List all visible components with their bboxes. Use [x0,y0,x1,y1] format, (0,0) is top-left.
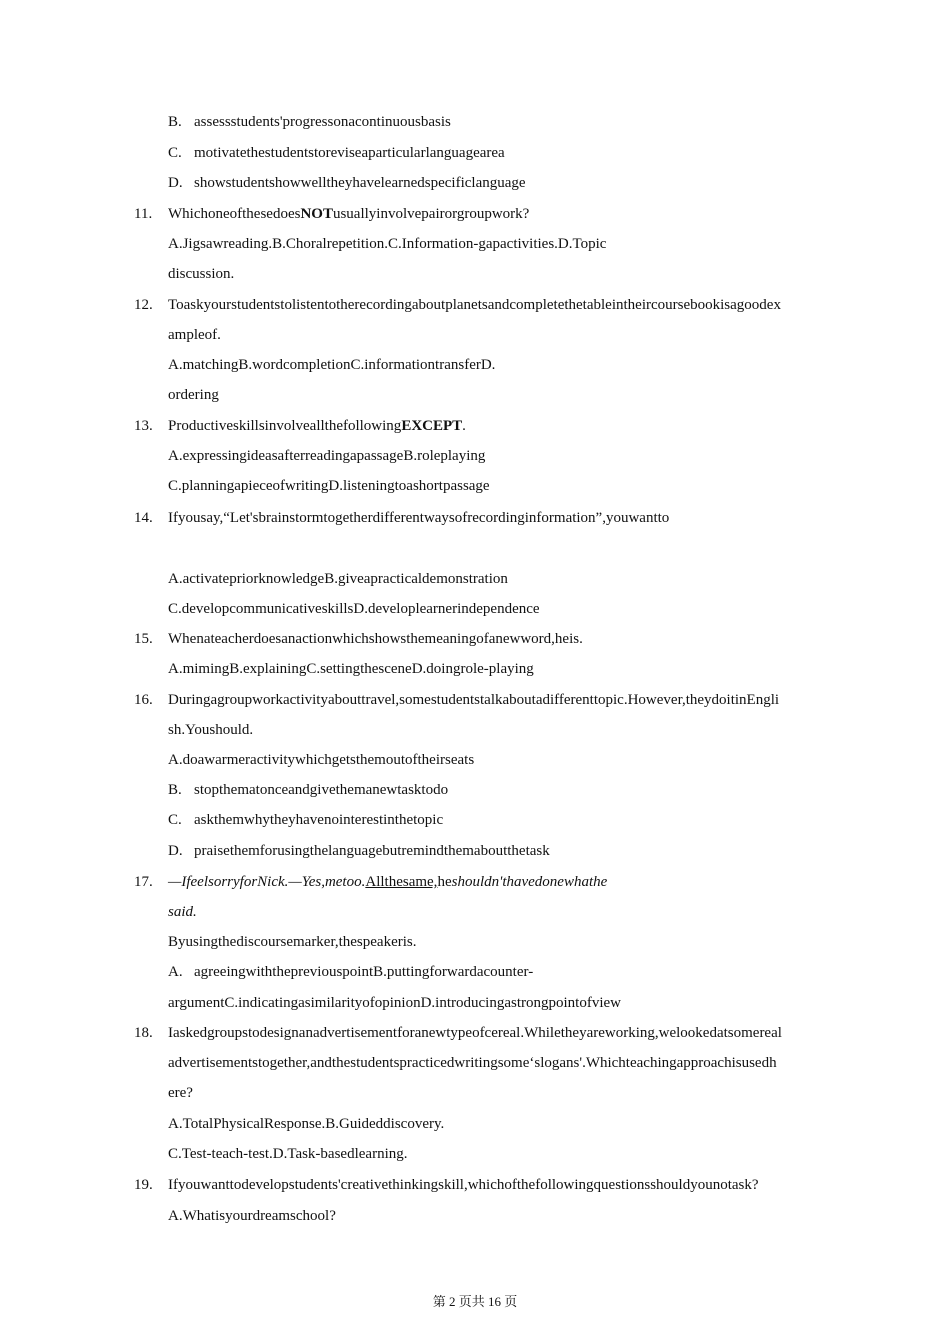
question-17-dialogue [168,872,607,892]
option-text: agreeingwiththepreviouspointB.puttingforwardacounter- [194,964,534,980]
q10-option-b [168,112,451,132]
question-number-12: 12. [134,297,153,313]
question-15-options: A.mimingB.explainingC.settingthesceneD.doingrole-playing [168,661,534,677]
stem-text: . [462,418,466,434]
question-18-stem-cont2: ere? [168,1085,193,1101]
stem-text: Productiveskillsinvolveallthefollowing [168,418,402,434]
stem-emphasis: EXCEPT [401,418,463,434]
question-12-stem: Toaskyourstudentstolistentotherecordingaboutplanetsandcompletethetableintheircoursebookisagoodex [168,297,781,313]
question-13-stem [168,416,466,436]
question-13-options-cont: C.planningapieceofwritingD.listeningtoashortpassage [168,478,490,494]
dialogue-text: he [437,874,452,890]
dialogue-text: —IfeelsorryforNick.—Yes,metoo. [168,874,366,890]
question-18-stem-cont: advertisementstogether,andthestudentspracticedwritingsome‘slogans'.Whichteachingapproachisusedh [168,1055,777,1071]
option-letter: D. [168,843,183,859]
question-number-19: 19. [134,1177,153,1193]
question-17-options-cont: argumentC.indicatingasimilarityofopinionD.introducingastrongpointofview [168,995,621,1011]
question-16-option-c [168,810,443,830]
question-11-options: A.Jigsawreading.B.Choralrepetition.C.Information-gapactivities.D.Topic [168,236,607,252]
dialogue-text: shouldn'thavedonewhathe [451,874,608,890]
q10-option-d [168,173,526,193]
question-13-options: A.expressingideasafterreadingapassageB.roleplaying [168,448,486,464]
question-18-stem: Iaskedgroupstodesignanadvertisementforanewtypeofcereal.Whiletheyareworking,welookedatsomereal [168,1025,782,1041]
question-15-stem: Whenateacherdoesanactionwhichshowsthemeaningofanewword,heis. [168,631,583,647]
question-14-options-cont: C.developcommunicativeskillsD.developlearnerindependence [168,601,540,617]
option-letter: C. [168,812,182,828]
question-16-option-b [168,780,448,800]
stem-text: usuallyinvolvepairorgroupwork? [332,206,530,222]
question-number-11: 11. [134,206,153,222]
option-text: askthemwhytheyhavenointerestinthetopic [194,812,444,828]
question-11-options-cont: discussion. [168,266,235,282]
option-text: assessstudents'progressonacontinuousbasis [194,114,451,130]
option-letter: B. [168,782,182,798]
question-16-option-d [168,841,550,861]
option-text: stopthematonceandgivethemanewtasktodo [194,782,449,798]
question-number-16: 16. [134,692,153,708]
question-number-14: 14. [134,510,153,526]
question-11-stem [168,204,529,224]
question-12-options: A.matchingB.wordcompletionC.informationtransferD. [168,357,496,373]
question-19-option-a: A.Whatisyourdreamschool? [168,1208,336,1224]
page-footer: 第 2 页共 16 页 [432,1294,518,1309]
option-text: showstudentshowwelltheyhavelearnedspecificlanguage [194,175,526,191]
question-18-options-cont: C.Test-teach-test.D.Task-basedlearning. [168,1146,408,1162]
option-text: praisethemforusingthelanguagebutremindthemaboutthetask [194,843,550,859]
question-12-stem-cont: ampleof. [168,327,221,343]
question-14-options: A.activatepriorknowledgeB.giveapracticaldemonstration [168,571,508,587]
option-letter: A. [168,964,183,980]
question-17-dialogue-cont: said. [168,904,197,920]
option-letter: C. [168,145,182,161]
option-letter: D. [168,175,183,191]
question-number-18: 18. [134,1025,153,1041]
question-17-option-a [168,962,533,982]
stem-text: Whichoneofthesedoes [168,206,301,222]
option-letter: B. [168,114,182,130]
question-16-stem: Duringagroupworkactivityabouttravel,somestudentstalkaboutadifferenttopic.However,theydoitinEngli [168,692,780,708]
stem-emphasis: NOT [300,206,333,222]
question-number-13: 13. [134,418,153,434]
question-19-stem: Ifyouwanttodevelopstudents'creativethinkingskill,whichofthefollowingquestionsshouldyounotask? [168,1177,759,1193]
q10-option-c [168,143,505,163]
question-17-stem: Byusingthediscoursemarker,thespeakeris. [168,934,417,950]
question-number-15: 15. [134,631,153,647]
question-16-option-a: A.doawarmeractivitywhichgetsthemoutoftheirseats [168,752,475,768]
option-text: motivatethestudentstoreviseaparticularlanguagearea [194,145,505,161]
discourse-marker: Allthesame, [365,874,438,890]
question-14-stem: Ifyousay,“Let'sbrainstormtogetherdifferentwaysofrecordinginformation”,youwantto [168,510,670,526]
question-12-options-cont: ordering [168,387,219,403]
question-18-options: A.TotalPhysicalResponse.B.Guideddiscovery. [168,1116,445,1132]
question-16-stem-cont: sh.Youshould. [168,722,254,738]
question-number-17: 17. [134,874,153,890]
